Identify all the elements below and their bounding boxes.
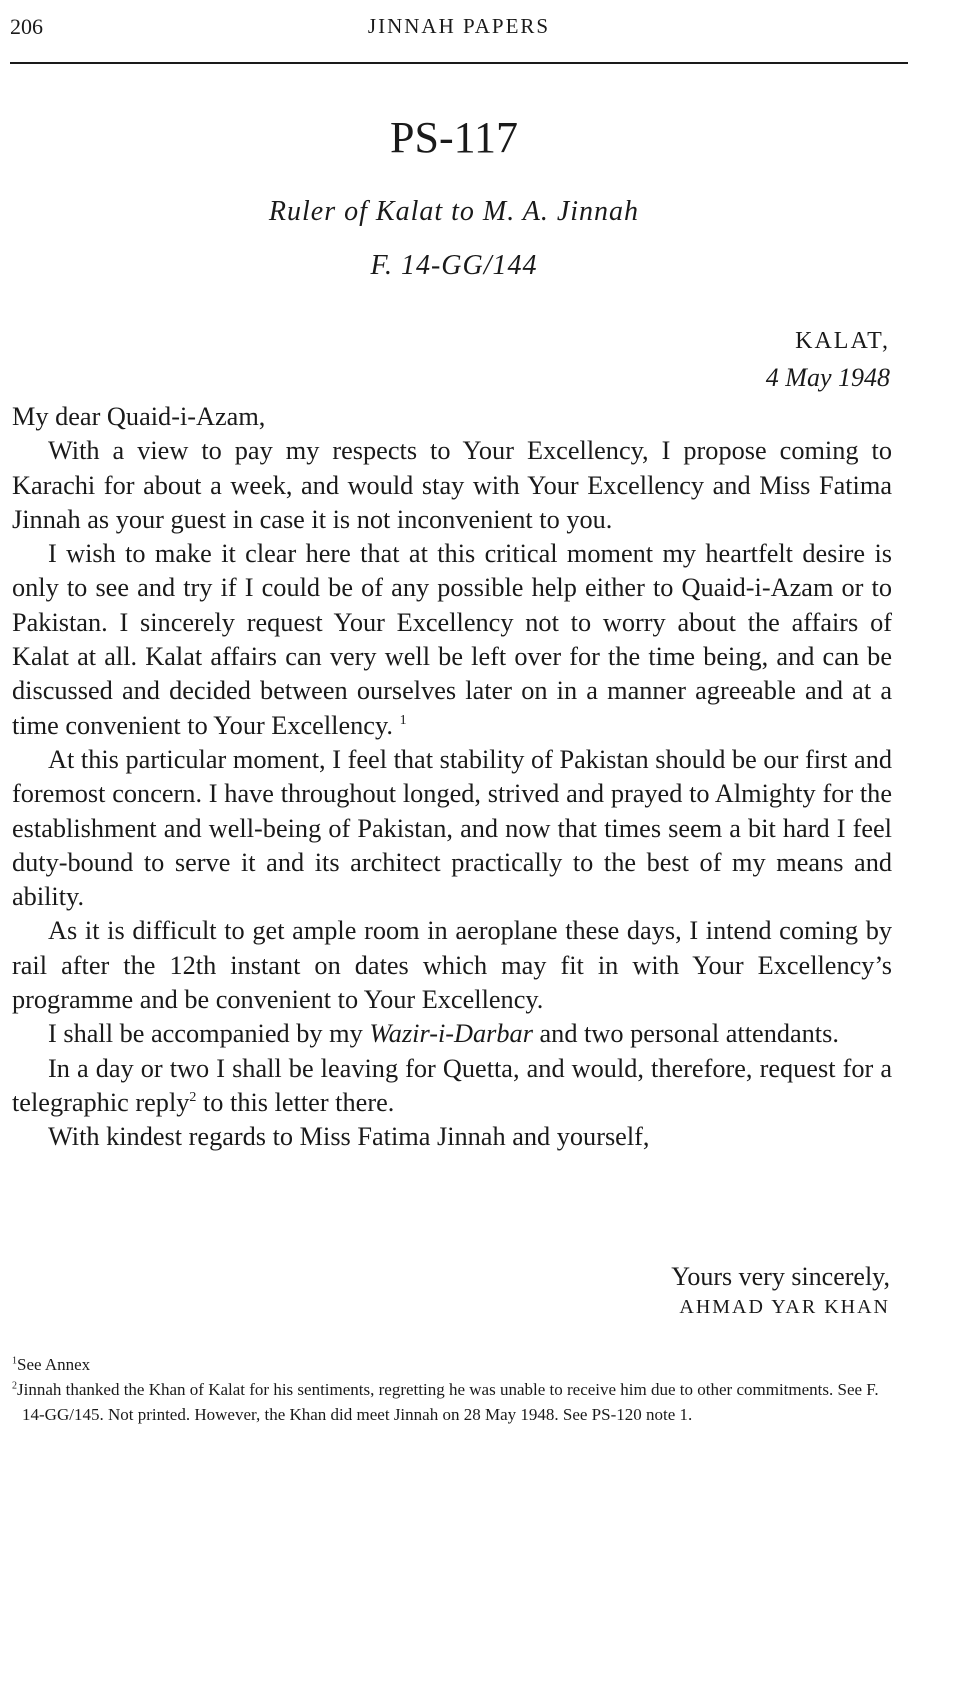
paragraph-7: With kindest regards to Miss Fatima Jinnah and yourself, xyxy=(48,1122,650,1152)
paragraph-5 xyxy=(12,1017,892,1051)
paragraph-2 xyxy=(12,537,892,743)
footnote-marker: 2 xyxy=(12,1380,17,1392)
footnote-1 xyxy=(12,1352,897,1377)
header-rule xyxy=(10,62,908,64)
paragraph-2-text: I wish to make it clear here that at this critical moment my heartfelt desire is only to see and try if I could be of any possible help either to Quaid-i-Azam or to Pakistan. I sincerely request Your Excellency not to worry about the affairs of Kalat at all. Kalat affairs can very well be left over for the time being, and can be discussed and decided between ourselves later on in a manner agreeable and at a time convenient to Your Excellency. xyxy=(12,539,892,740)
paragraph-3: At this particular moment, I feel that stability of Pakistan should be our first and foremost concern. I have throughout longed, strived and prayed to Almighty for the establishment and well-being of Pakistan, and now that times seem a bit hard I feel duty-bound to serve it and its architect practically to the best of my means and ability. xyxy=(12,744,892,912)
complimentary-close: Yours very sincerely, xyxy=(671,1262,890,1291)
title-wazir-i-darbar: Wazir-i-Darbar xyxy=(369,1019,533,1049)
salutation: My dear Quaid-i-Azam, xyxy=(12,402,266,431)
footnote-text: See Annex xyxy=(17,1355,91,1374)
footnote-ref-2: 2 xyxy=(189,1090,197,1106)
letter-subtitle: Ruler of Kalat to M. A. Jinnah xyxy=(268,196,640,227)
paragraph-5-end: and two personal attendants. xyxy=(532,1019,839,1049)
paragraph-6 xyxy=(12,1052,892,1121)
paragraph-6-end: to this letter there. xyxy=(196,1087,395,1117)
signature: AHMAD YAR KHAN xyxy=(679,1296,890,1318)
letter-place: KALAT, xyxy=(795,328,890,354)
running-head xyxy=(10,14,908,44)
footnote-ref-1: 1 xyxy=(399,712,407,728)
letter-date: 4 May 1948 xyxy=(765,363,890,392)
footnotes xyxy=(12,1352,897,1427)
footnote-marker: 1 xyxy=(12,1355,17,1367)
file-reference: F. 14-GG/144 xyxy=(370,250,538,281)
letter-body xyxy=(12,400,892,1155)
paragraph-4: As it is difficult to get ample room in aeroplane these days, I intend coming by rail after the 12th instant on dates which may fit in with Your Excellency’s programme and be convenient to Your Excellency. xyxy=(12,916,892,1015)
footnote-text: Jinnah thanked the Khan of Kalat for his sentiments, regretting he was unable to receive him due to other commitments. See F. 14-GG/145. Not printed. However, the Khan did meet Jinnah on 28 May 1948. See PS-120 note 1. xyxy=(17,1380,879,1424)
paragraph-1: With a view to pay my respects to Your Excellency, I propose coming to Karachi for about a week, and would stay with Your Excellency and Miss Fatima Jinnah as your guest in case it is not inconvenient to you. xyxy=(12,436,892,534)
page-number: 206 xyxy=(10,14,43,39)
paragraph-6-start: In a day or two I shall be leaving for Quetta, and would, therefore, request for a telegraphic reply xyxy=(12,1053,892,1117)
footnote-2 xyxy=(12,1377,897,1427)
running-title: JINNAH PAPERS xyxy=(367,14,551,38)
document-id: PS-117 xyxy=(390,113,518,162)
paragraph-5-start: I shall be accompanied by my xyxy=(48,1019,370,1049)
